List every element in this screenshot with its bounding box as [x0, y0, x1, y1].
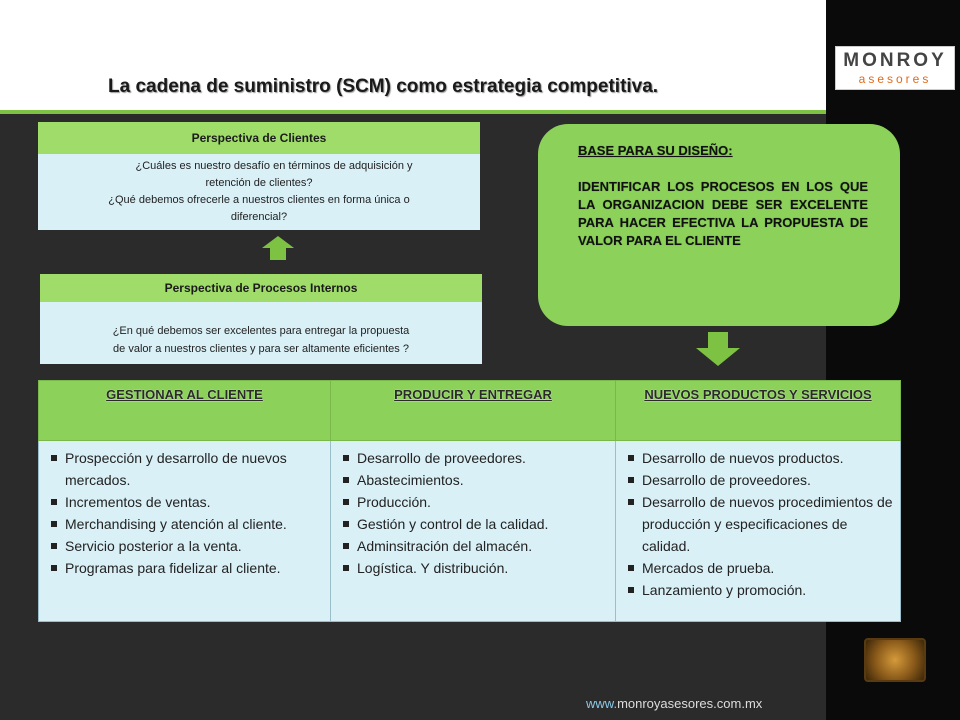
col-gestionar	[39, 441, 331, 622]
list-item: Desarrollo de nuevos procedimientos de producción y especificaciones de calidad.	[626, 491, 896, 557]
list-item: Incrementos de ventas.	[49, 491, 326, 513]
table-header-row	[39, 381, 901, 441]
clientes-heading: Perspectiva de Clientes	[38, 122, 480, 154]
clientes-line-3: ¿Qué debemos ofrecerle a nuestros clientes en forma única o	[108, 194, 410, 206]
list-item: Adminsitración del almacén.	[341, 535, 611, 557]
callout-heading: BASE PARA SU DISEÑO:	[578, 143, 733, 158]
list-item: Desarrollo de proveedores.	[626, 469, 896, 491]
list-item: Mercados de prueba.	[626, 557, 896, 579]
list-item: Lanzamiento y promoción.	[626, 579, 896, 601]
website-link[interactable]	[586, 696, 762, 711]
clientes-line-4: diferencial?	[230, 211, 288, 223]
procesos-line-1: ¿En qué debemos ser excelentes para entregar la propuesta	[112, 325, 410, 337]
list-item: Producción.	[341, 491, 611, 513]
list-item: Logística. Y distribución.	[341, 557, 611, 579]
page-title: La cadena de suministro (SCM) como estrategia competitiva.	[108, 76, 659, 97]
col-producir	[331, 441, 616, 622]
process-table	[38, 380, 901, 622]
compass-image	[864, 638, 926, 682]
list-item: Abastecimientos.	[341, 469, 611, 491]
list-item: Prospección y desarrollo de nuevos mercados.	[49, 447, 326, 491]
arrow-down-icon	[696, 332, 740, 366]
list-item: Gestión y control de la calidad.	[341, 513, 611, 535]
design-base-callout	[538, 124, 900, 326]
logo-text-top: MONROY	[843, 50, 947, 71]
list-item: Desarrollo de nuevos productos.	[626, 447, 896, 469]
arrow-up-icon	[262, 236, 294, 260]
col-nuevos	[616, 441, 901, 622]
clientes-line-2: retención de clientes?	[205, 177, 313, 189]
col-header-nuevos: NUEVOS PRODUCTOS Y SERVICIOS	[616, 381, 901, 441]
list-item: Merchandising y atención al cliente.	[49, 513, 326, 535]
callout-body: IDENTIFICAR LOS PROCESOS EN LOS QUE LA ORGANIZACION DEBE SER EXCELENTE PARA HACER EFECTIVA LA PROPUESTA DE VALOR PARA EL CLIENTE	[578, 179, 868, 248]
list-item: Servicio posterior a la venta.	[49, 535, 326, 557]
table-body-row	[39, 441, 901, 622]
clientes-body	[38, 154, 480, 230]
col-header-producir: PRODUCIR Y ENTREGAR	[331, 381, 616, 441]
procesos-body	[40, 302, 482, 364]
list-item: Programas para fidelizar al cliente.	[49, 557, 326, 579]
company-logo	[835, 46, 955, 90]
procesos-heading: Perspectiva de Procesos Internos	[40, 274, 482, 302]
list-item: Desarrollo de proveedores.	[341, 447, 611, 469]
col-header-gestionar: GESTIONAR AL CLIENTE	[39, 381, 331, 441]
header-divider	[0, 110, 826, 114]
clientes-line-1: ¿Cuáles es nuestro desafío en términos de adquisición y	[135, 160, 413, 172]
procesos-line-2: de valor a nuestros clientes y para ser altamente eficientes ?	[113, 343, 409, 355]
footer-www: www.	[586, 696, 618, 711]
footer-domain: monroyasesores.com.mx	[617, 696, 763, 711]
logo-text-bottom: asesores	[858, 72, 932, 86]
